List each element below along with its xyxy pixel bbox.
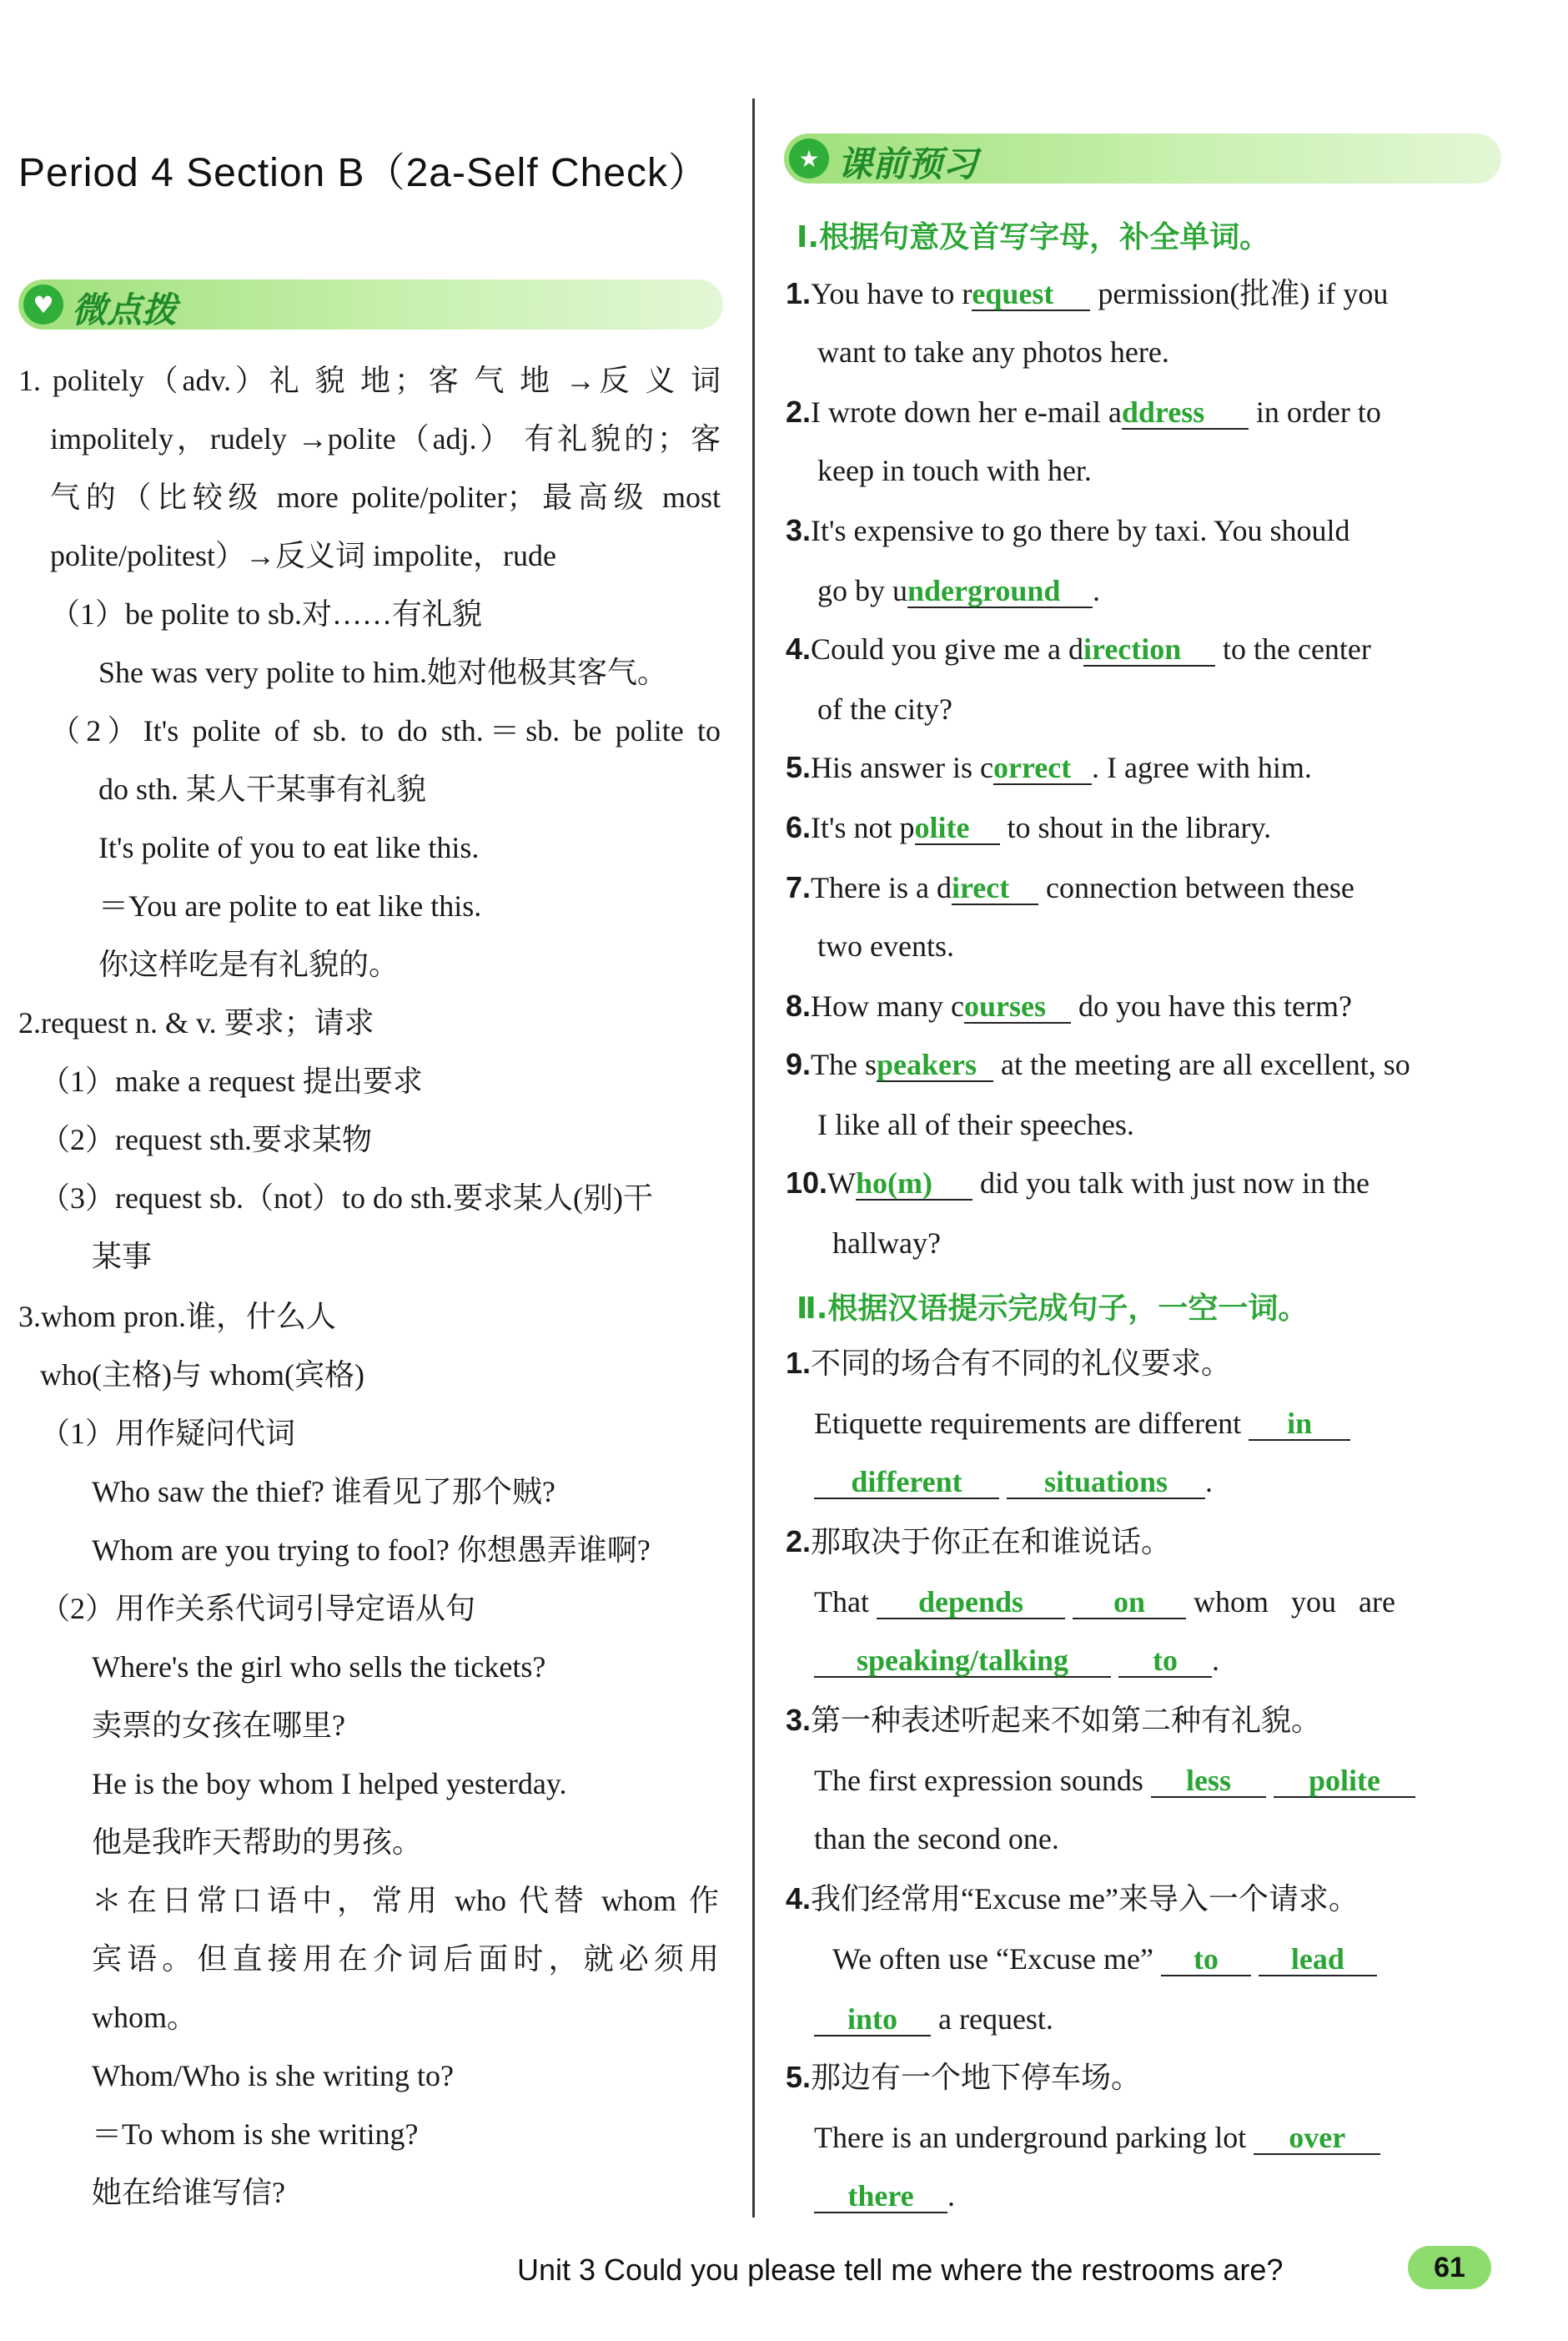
q4-answer: irection — [1083, 633, 1215, 667]
note-line: ＊在日常口语中，常用 who 代替 whom 作 — [92, 1884, 719, 1917]
q3-line — [786, 512, 1349, 549]
note-line: （1）make a request 提出要求 — [40, 1065, 423, 1098]
q7-prefix: There is a d — [811, 871, 952, 904]
note-line: 2.request n. & v. 要求；请求 — [18, 1006, 374, 1040]
part2-heading: Ⅱ.根据汉语提示完成句子，一空一词。 — [797, 1291, 1309, 1326]
note-line: whom。 — [92, 2001, 198, 2034]
note-line: 气的（比较级 more polite/politer；最高级 most — [50, 481, 721, 514]
q2-suffix: in order to — [1248, 395, 1381, 429]
p2q3-number: 3. — [786, 1703, 812, 1737]
p2q1-answer-2: different — [814, 1466, 999, 1499]
p2q4-prompt: 我们经常用“Excuse me”来导入一个请求。 — [811, 1882, 1359, 1916]
q10-number: 10. — [786, 1165, 828, 1200]
p2q1-line2 — [814, 1463, 1213, 1500]
p2q2-chinese — [786, 1523, 1171, 1560]
p2q2-answer-1: depends — [877, 1586, 1065, 1619]
q8-answer: ourses — [964, 990, 1071, 1024]
p2q1-answer-1: in — [1249, 1407, 1350, 1441]
p2q5-text: There is an underground parking lot — [814, 2121, 1247, 2154]
p2q2-answer-4: to — [1118, 1644, 1212, 1678]
q6-prefix: It's not p — [811, 811, 915, 844]
q3-answer: nderground — [907, 575, 1093, 608]
note-line: 他是我昨天帮助的男孩。 — [92, 1825, 423, 1859]
star-icon: ★ — [789, 138, 829, 179]
q10-suffix: did you talk with just now in the — [972, 1166, 1370, 1200]
q9-number: 9. — [786, 1047, 812, 1081]
p2q1-answer-3: situations — [1007, 1466, 1205, 1499]
note-line: She was very polite to him.她对他极其客气。 — [98, 656, 667, 689]
p2q4-line1 — [832, 1941, 1377, 1977]
p2q5-answer-1: over — [1254, 2122, 1380, 2155]
part1-heading: Ⅰ.根据句意及首写字母，补全单词。 — [797, 220, 1270, 254]
q1-line — [786, 275, 1388, 312]
tips-banner-title: 微点拨 — [72, 289, 178, 330]
p2q4-text2: a request. — [938, 2002, 1053, 2036]
p2q2-prompt: 那取决于你正在和谁说话。 — [811, 1525, 1172, 1558]
q6-line — [786, 809, 1271, 846]
p2q3-text: The first expression sounds — [814, 1764, 1143, 1797]
q1-answer: equest — [972, 278, 1090, 311]
p2q5-number: 5. — [786, 2060, 812, 2094]
p2q3-prompt: 第一种表述听起来不如第二种有礼貌。 — [811, 1704, 1322, 1737]
p2q2-answer-2: on — [1073, 1586, 1186, 1619]
q5-answer: orrect — [993, 752, 1092, 785]
p2q4-answer-1: to — [1161, 1943, 1251, 1976]
note-line: （3）request sb.（not）to do sth.要求某人(别)干 — [40, 1181, 653, 1215]
tips-banner — [18, 279, 723, 330]
q4-prefix: Could you give me a d — [811, 632, 1083, 666]
p2q4-chinese — [786, 1880, 1359, 1917]
q3-continued — [817, 572, 1100, 609]
preview-banner — [784, 133, 1501, 184]
q1-prefix: You have to r — [811, 277, 972, 310]
note-line: Who saw the thief? 谁看见了那个贼? — [92, 1475, 555, 1508]
p2q3-line2: than the second one. — [814, 1822, 1059, 1855]
p2q5-line1 — [814, 2119, 1380, 2156]
p2q3-answer-2: polite — [1274, 1765, 1415, 1798]
p2q3-chinese — [786, 1702, 1321, 1739]
note-line: It's polite of you to eat like this. — [98, 831, 480, 864]
q3-number: 3. — [786, 513, 812, 547]
q3-suffix: . — [1093, 574, 1100, 607]
q6-number: 6. — [786, 810, 812, 844]
p2q2-number: 2. — [786, 1524, 812, 1558]
p2q4-line2 — [814, 2001, 1053, 2037]
note-line: （2）用作关系代词引导定语从句 — [40, 1592, 476, 1625]
note-line: Whom are you trying to fool? 你想愚弄谁啊? — [92, 1533, 651, 1567]
note-line: who(主格)与 whom(宾格) — [40, 1358, 364, 1392]
q2-continued: keep in touch with her. — [817, 454, 1092, 487]
note-line: ＝To whom is she writing? — [92, 2117, 419, 2151]
p2q3-answer-1: less — [1151, 1765, 1266, 1798]
q10-line — [786, 1165, 1369, 1201]
q9-answer: peakers — [877, 1049, 993, 1082]
q4-suffix: to the center — [1214, 632, 1371, 666]
period-title: Period 4 Section B（2a-Self Check） — [18, 151, 710, 195]
q2-prefix: I wrote down her e-mail a — [811, 395, 1122, 429]
note-line: ＝You are polite to eat like this. — [98, 889, 482, 923]
p2q2-line2 — [814, 1642, 1219, 1679]
q10-continued: hallway? — [832, 1226, 941, 1260]
page-number: 61 — [1408, 2246, 1491, 2289]
q10-prefix: W — [827, 1166, 857, 1200]
q7-suffix: connection between these — [1038, 871, 1354, 904]
p2q2-end: . — [1212, 1644, 1219, 1677]
q9-line — [786, 1046, 1410, 1083]
q8-number: 8. — [786, 989, 812, 1023]
p2q2-text: That — [814, 1585, 869, 1619]
note-line: He is the boy whom I helped yesterday. — [92, 1767, 567, 1800]
note-line: （2）It's polite of sb. to do sth.＝sb. be polite to — [50, 714, 721, 748]
q5-number: 5. — [786, 750, 812, 784]
q9-continued: I like all of their speeches. — [817, 1108, 1134, 1141]
q6-suffix: to shout in the library. — [999, 811, 1272, 844]
p2q1-text: Etiquette requirements are different — [814, 1407, 1242, 1440]
preview-banner-title: 课前预习 — [837, 143, 978, 184]
q2-answer: ddress — [1122, 396, 1249, 430]
q6-answer: olite — [915, 812, 1000, 845]
note-line: 1. politely（adv.）礼 貌 地；客 气 地 →反 义 词 — [18, 364, 721, 397]
p2q5-line2 — [814, 2177, 955, 2214]
note-line: Where's the girl who sells the tickets? — [92, 1650, 546, 1684]
q1-continued: want to take any photos here. — [817, 335, 1169, 369]
q7-answer: irect — [952, 872, 1038, 905]
note-line: 某事 — [92, 1240, 153, 1273]
p2q1-end: . — [1205, 1465, 1213, 1498]
q5-line — [786, 749, 1312, 786]
q2-number: 2. — [786, 395, 812, 429]
p2q2-text2: whom you are — [1193, 1585, 1395, 1619]
note-line: （1）用作疑问代词 — [40, 1417, 296, 1450]
footer-unit-title: Unit 3 Could you please tell me where the restrooms are? — [517, 2253, 1284, 2287]
p2q1-number: 1. — [786, 1346, 812, 1380]
note-line: 3.whom pron.谁，什么人 — [18, 1300, 336, 1333]
p2q3-line1 — [814, 1762, 1415, 1799]
q3-prefix: It's expensive to go there by taxi. You should — [811, 514, 1350, 547]
q1-suffix: permission(批准) if you — [1090, 277, 1389, 310]
q8-prefix: How many c — [811, 989, 964, 1023]
note-line: Whom/Who is she writing to? — [92, 2059, 454, 2092]
p2q1-line1 — [814, 1405, 1350, 1442]
q9-suffix: at the meeting are all excellent, so — [993, 1048, 1410, 1081]
note-line: 你这样吃是有礼貌的。 — [98, 948, 400, 981]
q7-continued: two events. — [817, 929, 954, 963]
q1-number: 1. — [786, 276, 812, 310]
p2q2-answer-3: speaking/talking — [814, 1644, 1111, 1678]
p2q5-prompt: 那边有一个地下停车场。 — [811, 2061, 1142, 2094]
p2q5-chinese — [786, 2059, 1141, 2096]
p2q1-chinese — [786, 1345, 1231, 1382]
note-line: （2）request sth.要求某物 — [40, 1123, 372, 1156]
p2q4-answer-3: into — [814, 2003, 931, 2036]
p2q4-number: 4. — [786, 1881, 812, 1916]
note-line: 她在给谁写信? — [92, 2176, 285, 2209]
q4-number: 4. — [786, 632, 812, 666]
note-line: impolitely，rudely →polite（adj.） 有礼貌的；客 — [50, 422, 721, 456]
q4-line — [786, 631, 1371, 667]
p2q4-answer-2: lead — [1259, 1943, 1377, 1976]
heart-icon: ♥ — [23, 284, 63, 325]
note-line: polite/politest）→反义词 impolite，rude — [50, 539, 556, 572]
q2-line — [786, 394, 1381, 430]
q7-number: 7. — [786, 870, 812, 904]
q3-prefix2: go by u — [817, 574, 907, 607]
note-line: 宾语。但直接用在介词后面时，就必须用 — [92, 1942, 719, 1976]
note-line: 卖票的女孩在哪里? — [92, 1709, 345, 1742]
q8-line — [786, 988, 1352, 1025]
p2q1-prompt: 不同的场合有不同的礼仪要求。 — [811, 1347, 1232, 1380]
p2q5-end: . — [947, 2179, 955, 2213]
q7-line — [786, 869, 1354, 906]
p2q5-answer-2: there — [814, 2180, 947, 2213]
q5-suffix: . I agree with him. — [1091, 751, 1312, 784]
q8-suffix: do you have this term? — [1071, 989, 1352, 1023]
q9-prefix: The s — [811, 1048, 877, 1081]
note-line: do sth. 某人干某事有礼貌 — [98, 773, 427, 806]
q4-continued: of the city? — [817, 692, 952, 726]
p2q2-line1 — [814, 1583, 1395, 1620]
p2q4-text: We often use “Excuse me” — [832, 1942, 1153, 1976]
q10-answer: ho(m) — [856, 1167, 972, 1201]
note-line: （1）be polite to sb.对……有礼貌 — [50, 597, 482, 631]
column-divider — [752, 98, 755, 2218]
q5-prefix: His answer is c — [811, 751, 993, 784]
